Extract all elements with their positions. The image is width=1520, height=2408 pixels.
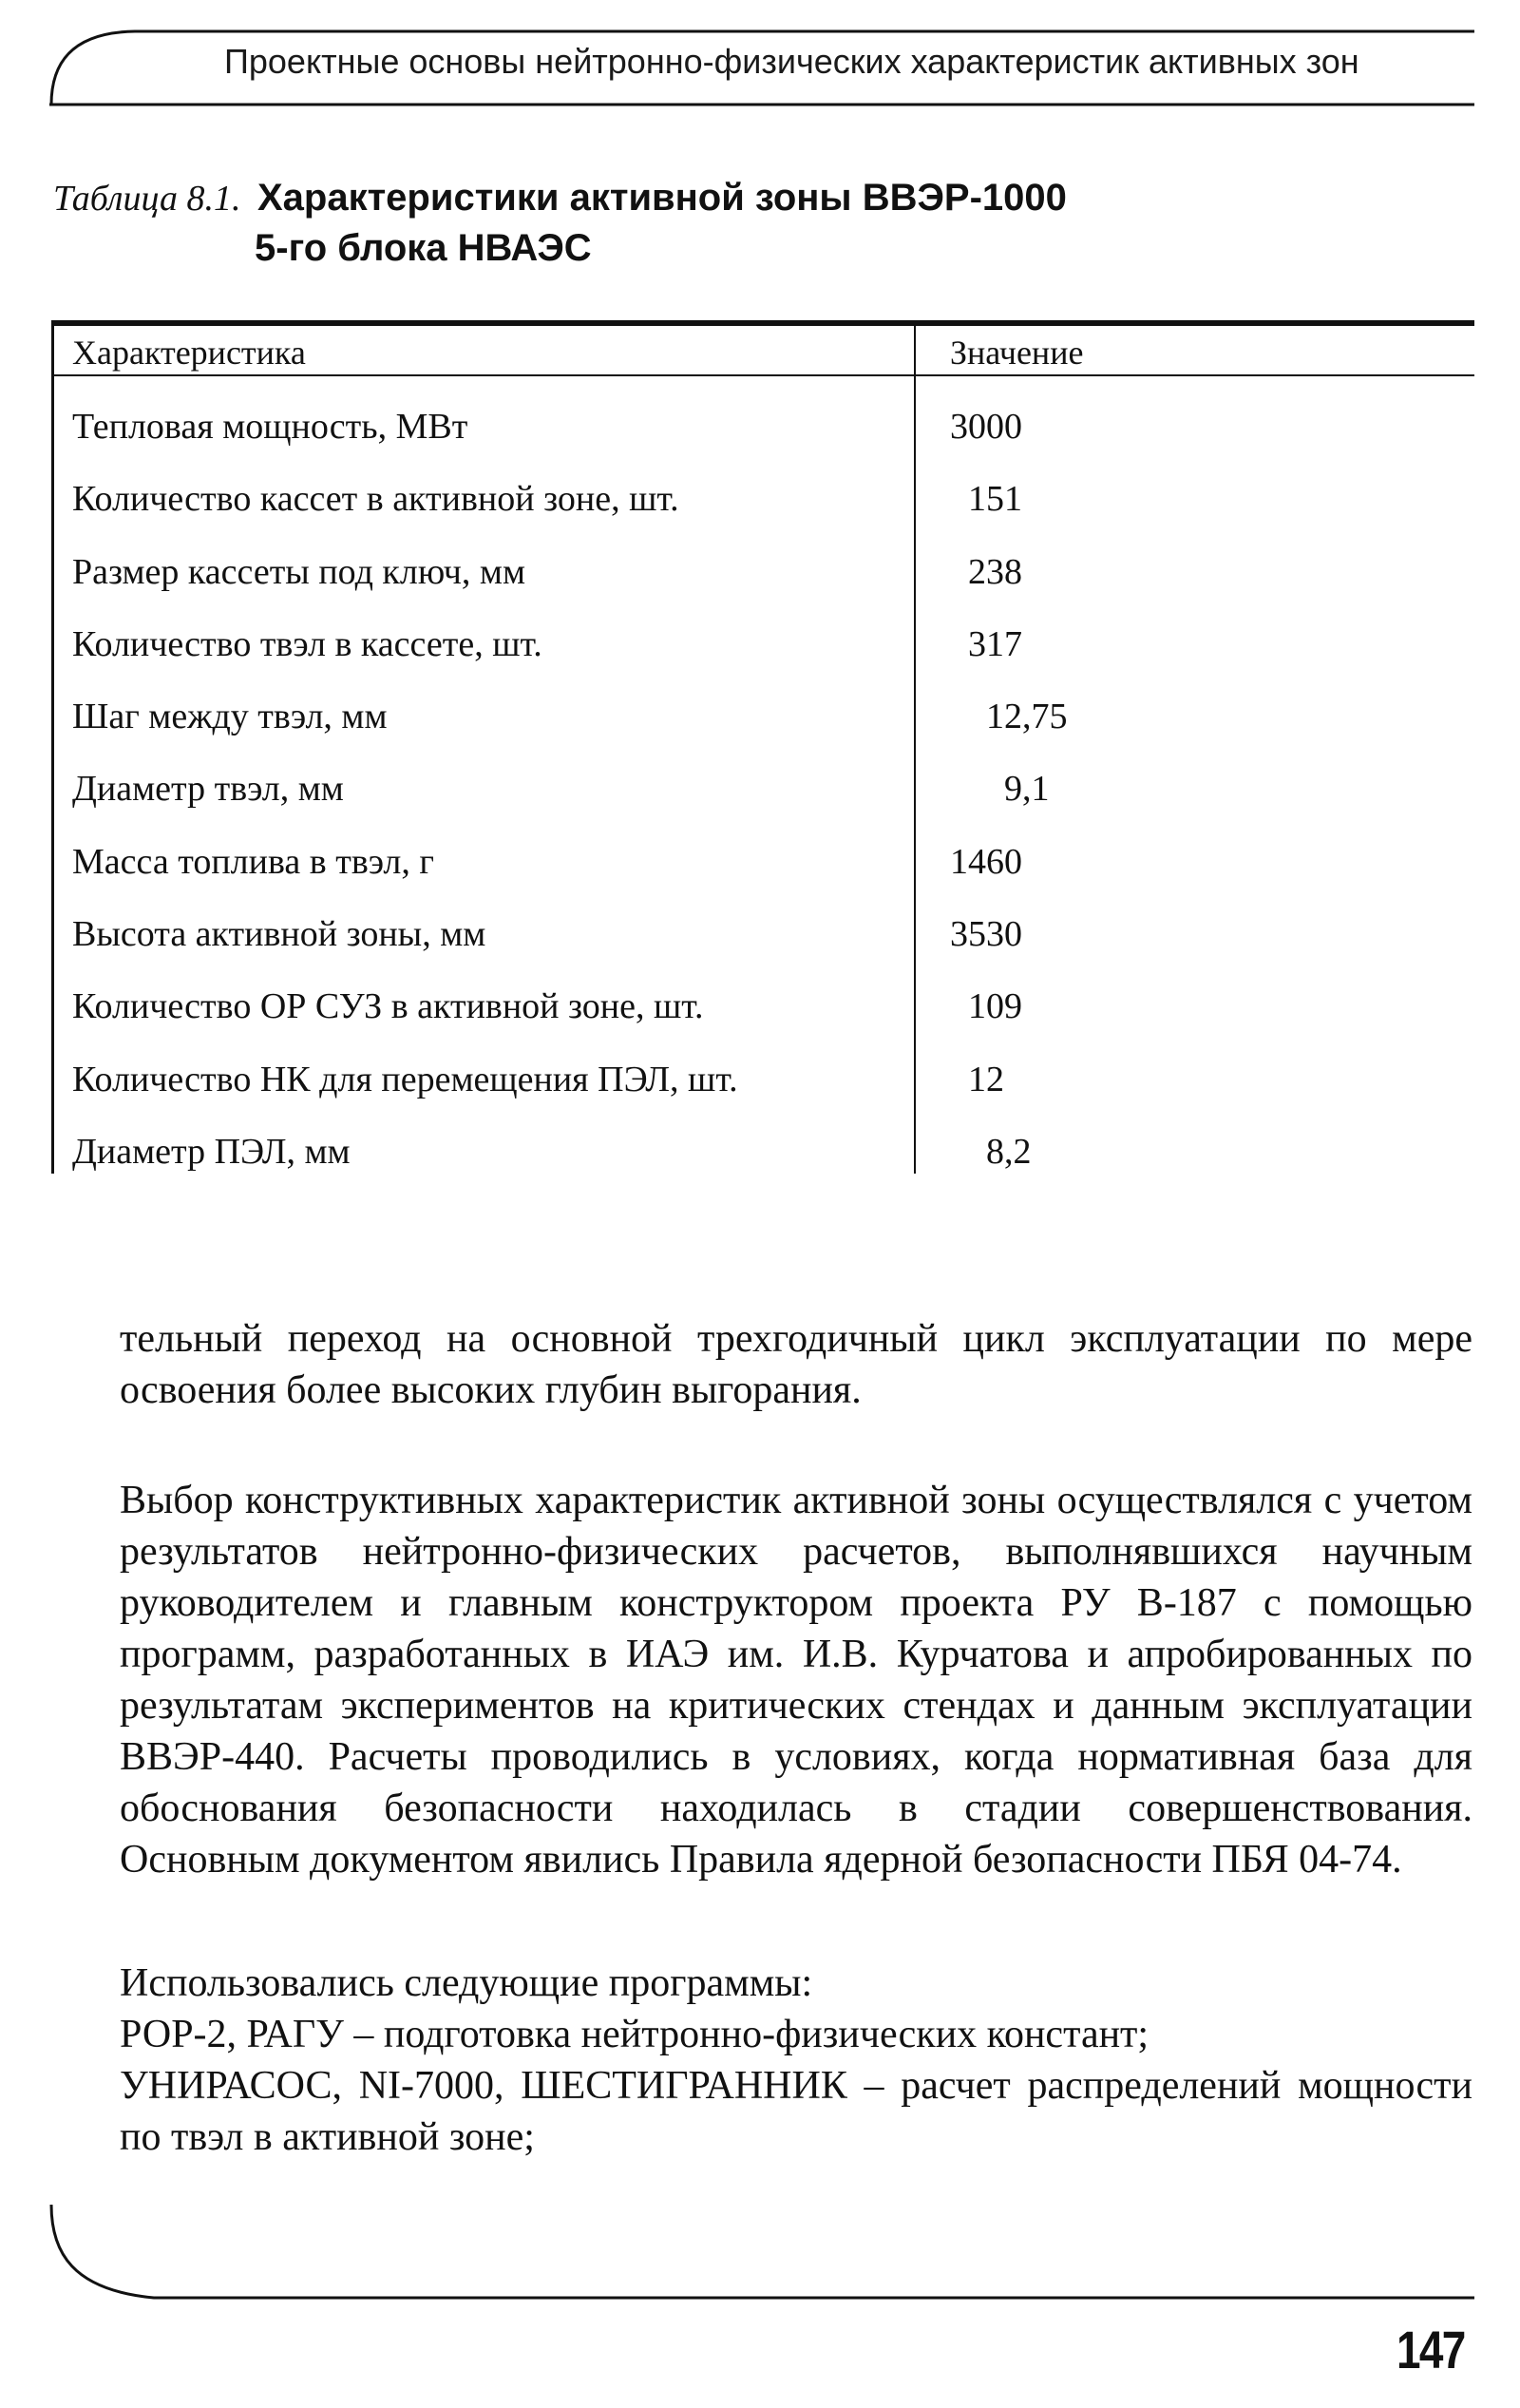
table-row <box>51 470 1474 543</box>
page-number: 147 <box>1396 2320 1465 2379</box>
table-header-rule <box>51 374 1474 376</box>
table-row <box>51 760 1474 832</box>
table-row <box>51 616 1474 688</box>
row-value: 1460 <box>950 841 1022 882</box>
table-top-rule <box>51 320 1474 326</box>
row-characteristic: Размер кассеты под ключ, мм <box>72 551 525 592</box>
table-caption-title: Характеристики активной зоны ВВЭР-1000 <box>256 177 1067 219</box>
main-paragraph-text: Выбор конструктивных характеристик активной зоны осуществлялся с учетом результатов нейтронно-физических расчетов, выполнявшихся научным руководителем и главным конструктором проекта РУ В-187 с помощью программ, разработанных в ИАЭ им. И.В. Курчатова и апробированных по результатам экспериментов на критических стендах и данным эксплуатации ВВЭР-440. Расчеты проводились в условиях, когда нормативная база для обоснования безопасности находилась в стадии совершенствования. Основным документом явились Правила ядерной безопасности ПБЯ 04-74. <box>120 1479 1472 1882</box>
row-value: 3530 <box>950 914 1022 955</box>
row-value: 3000 <box>950 407 1022 447</box>
row-value: 109 <box>950 986 1022 1027</box>
table-row <box>51 1123 1474 1195</box>
row-characteristic: Диаметр твэл, мм <box>72 769 344 810</box>
row-value: 238 <box>950 551 1022 592</box>
row-characteristic: Масса топлива в твэл, г <box>72 841 434 882</box>
continuation-text: тельный переход на основной трехгодичный цикл эксплуатации по мере освоения более высоких глубин выгорания. <box>120 1317 1472 1412</box>
program-item: РОР-2, РАГУ – подготовка нейтронно-физических констант; <box>120 2013 1150 2056</box>
row-characteristic: Тепловая мощность, МВт <box>72 407 468 447</box>
row-value: 12,75 <box>950 697 1068 737</box>
table-caption-label: Таблица 8.1. <box>53 179 241 219</box>
footer-decorative-curve <box>49 2203 1474 2303</box>
table-body <box>51 398 1474 1195</box>
table-row <box>51 978 1474 1050</box>
row-characteristic: Количество ОР СУЗ в активной зоне, шт. <box>72 986 704 1027</box>
table-row <box>51 833 1474 906</box>
programs-list <box>120 1958 1472 2163</box>
main-paragraph <box>120 1475 1472 1885</box>
row-value: 8,2 <box>950 1131 1032 1172</box>
row-characteristic: Диаметр ПЭЛ, мм <box>72 1131 351 1172</box>
row-value: 9,1 <box>950 769 1050 810</box>
row-value: 151 <box>950 479 1022 520</box>
program-item: УНИРАСОС, NI-7000, ШЕСТИГРАННИК – расчет распределений мощности по твэл в активной зоне; <box>120 2064 1472 2159</box>
table-row <box>51 544 1474 616</box>
row-value: 317 <box>950 623 1022 664</box>
column-header-characteristic: Характеристика <box>72 334 306 372</box>
programs-intro: Использовались следующие программы: <box>120 1961 813 2005</box>
table-row <box>51 1051 1474 1123</box>
continuation-paragraph <box>120 1313 1472 1416</box>
table-row <box>51 906 1474 978</box>
row-characteristic: Высота активной зоны, мм <box>72 914 486 955</box>
table-caption-title-line2: 5-го блока НВАЭС <box>255 227 592 269</box>
row-characteristic: Количество твэл в кассете, шт. <box>72 623 542 664</box>
characteristics-table <box>51 320 1474 1174</box>
row-value: 12 <box>950 1059 1004 1099</box>
table-caption <box>53 173 1067 273</box>
table-row <box>51 688 1474 760</box>
row-characteristic: Количество НК для перемещения ПЭЛ, шт. <box>72 1059 738 1099</box>
column-header-value: Значение <box>950 334 1084 372</box>
row-characteristic: Количество кассет в активной зоне, шт. <box>72 479 679 520</box>
row-characteristic: Шаг между твэл, мм <box>72 697 388 737</box>
table-row <box>51 398 1474 470</box>
running-header: Проектные основы нейтронно-физических характеристик активных зон <box>224 42 1359 81</box>
